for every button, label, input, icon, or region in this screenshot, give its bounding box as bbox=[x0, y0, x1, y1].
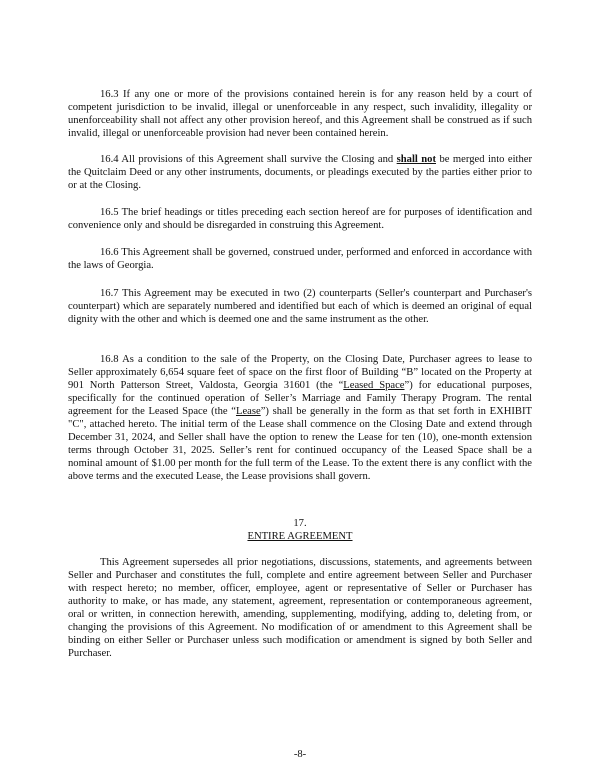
section-17-body bbox=[68, 556, 532, 660]
leased-space-term: Leased Space bbox=[343, 380, 405, 391]
section-16-7-text: 16.7 This Agreement may be executed in two (2) counterparts (Seller's counterpart and Purchaser's counterpart) which are separately numbered and identified but each of which is deemed an original of equal dignity with the other and which is deemed one and the same instrument as the other. bbox=[68, 288, 532, 325]
section-16-8 bbox=[68, 353, 532, 483]
section-16-4 bbox=[68, 153, 532, 192]
section-16-4-emphasis: shall not bbox=[396, 154, 437, 165]
section-16-8-text-e: ”) shall be generally in the form as that set forth in EXHIBIT "C", attached hereto. The initial term of the Lease shall commence on the Closing Date and extend through December 31, 2024, and Seller shall have the option to renew the Lease for ten (10), one-month extension terms through October 31, 2025. Seller’s rent for continued occupancy of the Leased Space shall be a nominal amount of $1.00 per month for the full term of the Lease. To the extent there is any conflict with the above terms and the executed Lease, the Lease provisions shall govern. bbox=[68, 406, 532, 482]
section-16-8-text-a: 16.8 As a condition to the sale of the Property, on the Closing Date, Purchaser agrees to lease to Seller approximately 6,654 square feet of space on the first floor of Building “B” located on the Property at 901 North Patterson Street, Valdosta, Georgia 31601 (the “ bbox=[68, 354, 532, 391]
section-16-3 bbox=[68, 88, 532, 140]
section-16-6-text: 16.6 This Agreement shall be governed, construed under, performed and enforced in accordance with the laws of Georgia. bbox=[68, 247, 532, 271]
section-17-text: This Agreement supersedes all prior negotiations, discussions, statements, and agreements between Seller and Purchaser and constitutes the full, complete and entire agreement between Seller and Purchaser with respect hereto; no member, officer, employee, agent or representative of Seller or Purchaser has authority to make, or has made, any statement, agreement, representation or contemporaneous agreement, oral or written, in connection herewith, amending, supplementing, modifying, adding to, deleting from, or changing the provisions of this Agreement. No modification of or amendment to this Agreement shall be binding on either Seller or Purchaser unless such modification or amendment is signed by both Seller and Purchaser. bbox=[68, 557, 532, 659]
section-17-title: ENTIRE AGREEMENT bbox=[247, 531, 353, 542]
section-16-6 bbox=[68, 246, 532, 272]
page-number: -8- bbox=[293, 749, 307, 760]
section-17-number: 17. bbox=[293, 518, 307, 529]
section-16-5-text: 16.5 The brief headings or titles preceding each section hereof are for purposes of identification and convenience only and should be disregarded in construing this Agreement. bbox=[68, 207, 532, 231]
section-16-4-text-c: be merged into either the Quitclaim Deed or any other instruments, documents, or pleadings executed by the parties either prior to or at the Closing. bbox=[68, 154, 532, 191]
section-16-3-text: 16.3 If any one or more of the provisions contained herein is for any reason held by a court of competent jurisdiction to be invalid, illegal or unenforceable in any respect, such invalidity, illegality or unenforceability shall not affect any other provision hereof, and this Agreement shall be construed as if such invalid, illegal or unenforceable provision had never been contained herein. bbox=[68, 89, 532, 139]
section-16-7 bbox=[68, 287, 532, 326]
lease-term: Lease bbox=[235, 406, 261, 417]
section-16-5 bbox=[68, 206, 532, 232]
section-16-8-text-c: ”) for educational purposes, specifically for the continued operation of Seller’s Marriage and Family Therapy Program. The rental agreement for the Leased Space (the “ bbox=[68, 380, 532, 417]
section-16-4-text-a: 16.4 All provisions of this Agreement shall survive the Closing and bbox=[100, 154, 397, 165]
